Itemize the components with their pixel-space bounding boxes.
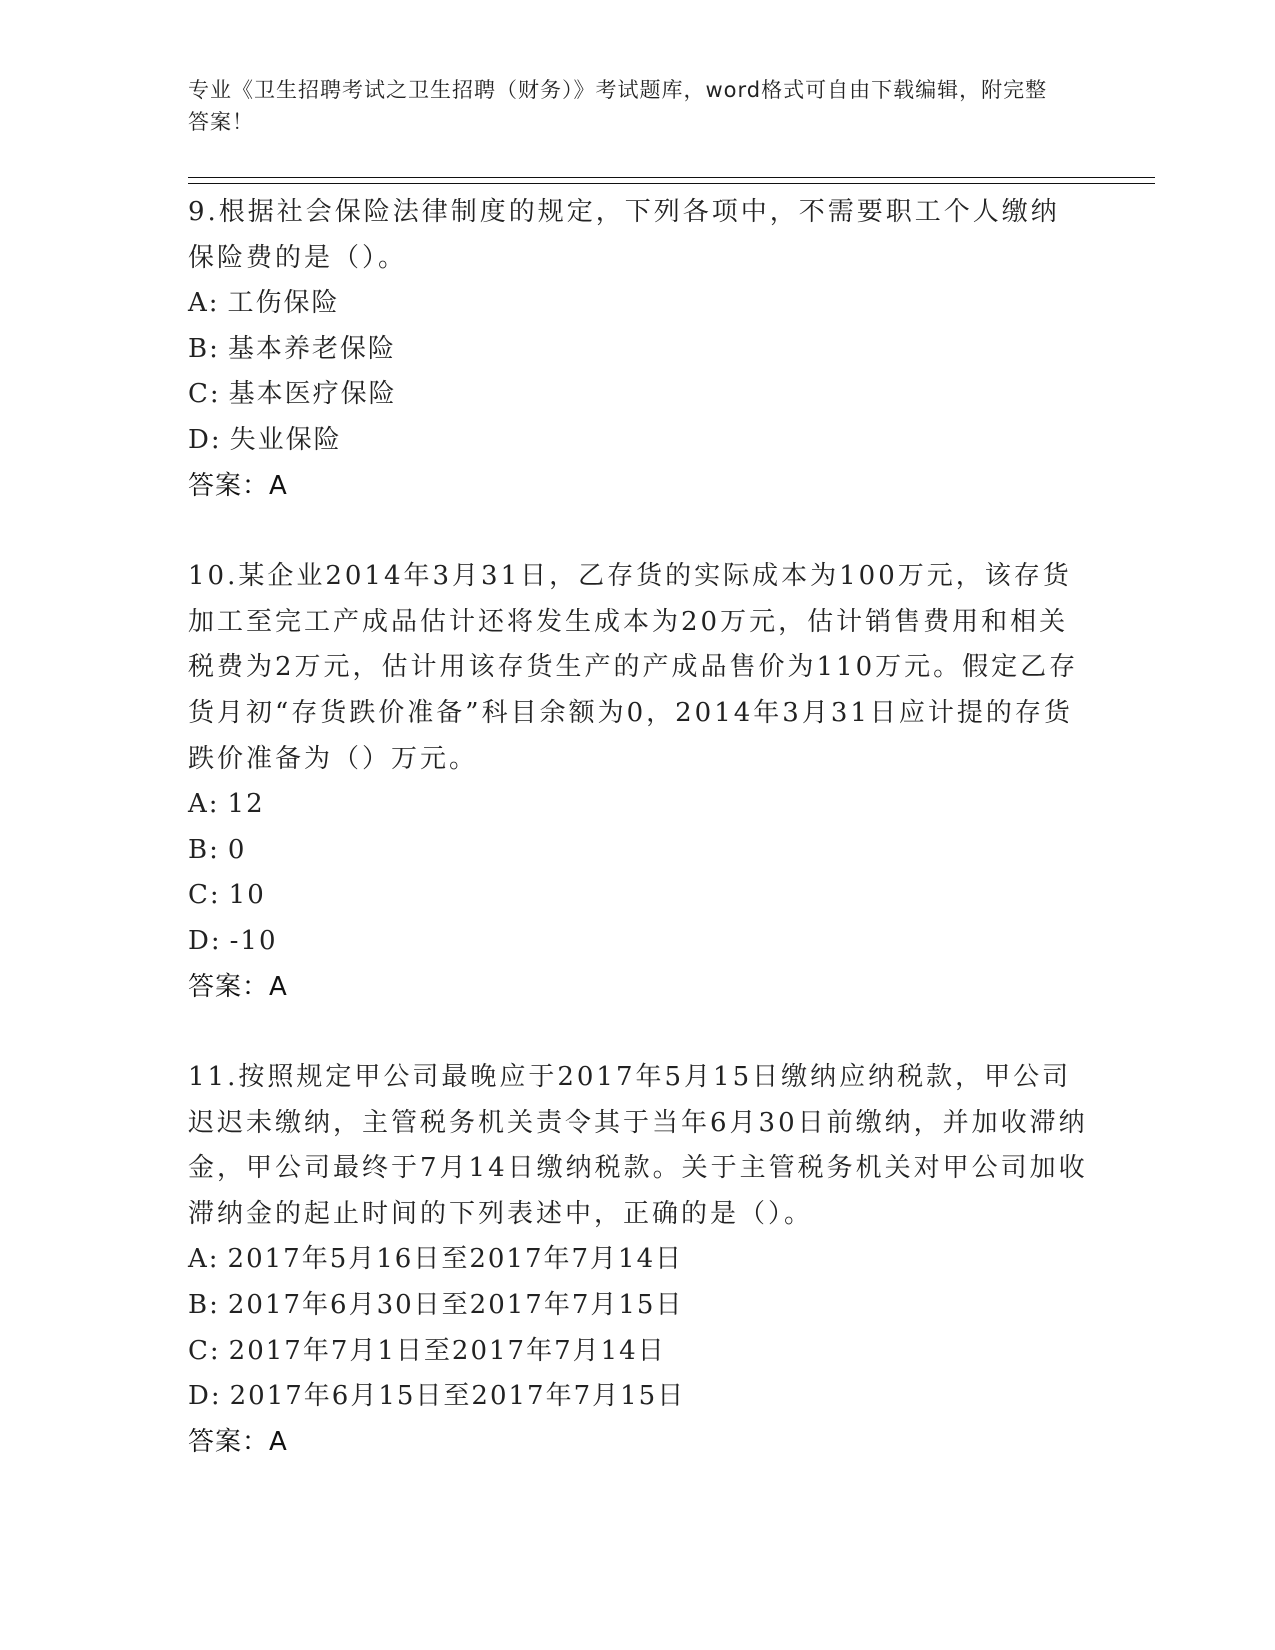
option-a: A: 工伤保险 <box>188 288 340 319</box>
answer-value: A <box>269 1426 288 1457</box>
option-key: A <box>188 1244 209 1275</box>
option-key: A <box>188 288 209 319</box>
option-key: B <box>188 1290 210 1321</box>
answer-line <box>188 464 1088 510</box>
option-a: A: 2017年5月16日至2017年7月14日 <box>188 1244 684 1275</box>
answer-value: A <box>269 470 288 501</box>
question-list <box>188 190 1088 1510</box>
option-b: B: 基本养老保险 <box>188 333 396 364</box>
document-header: 专业《卫生招聘考试之卫生招聘（财务）》考试题库，word格式可自由下载编辑，附完整答案！ <box>188 78 1048 134</box>
question-stem: 9.根据社会保险法律制度的规定，下列各项中，不需要职工个人缴纳保险费的是（）。 <box>188 197 1060 273</box>
option-text: 工伤保险 <box>227 288 340 319</box>
option-c: C: 2017年7月1日至2017年7月14日 <box>188 1335 666 1366</box>
option-key: C <box>188 1335 210 1366</box>
option-key: D <box>188 925 211 956</box>
answer-label: 答案： <box>188 971 270 1002</box>
option-text: 2017年6月30日至2017年7月15日 <box>227 1290 684 1321</box>
option-text: 2017年5月16日至2017年7月14日 <box>227 1244 684 1275</box>
option-key: D <box>188 1381 211 1412</box>
option-d: D: -10 <box>188 925 278 956</box>
option-c: C: 10 <box>188 880 266 911</box>
question-10 <box>188 554 1088 1010</box>
option-text: -10 <box>229 925 278 956</box>
option-key: B <box>188 333 210 364</box>
question-9 <box>188 190 1088 509</box>
option-c: C: 基本医疗保险 <box>188 379 397 410</box>
option-d: D: 2017年6月15日至2017年7月15日 <box>188 1381 686 1412</box>
option-key: C <box>188 379 210 410</box>
option-text: 0 <box>227 834 247 865</box>
option-text: 10 <box>228 880 266 911</box>
option-key: B <box>188 834 210 865</box>
option-key: C <box>188 880 210 911</box>
option-key: D <box>188 424 211 455</box>
option-text: 基本养老保险 <box>227 333 396 364</box>
option-text: 基本医疗保险 <box>228 379 397 410</box>
option-text: 失业保险 <box>229 424 342 455</box>
question-stem: 11.按照规定甲公司最晚应于2017年5月15日缴纳应纳税款，甲公司迟迟未缴纳，主管税务机关责令其于当年6月30日前缴纳，并加收滞纳金，甲公司最终于7月14日缴纳税款。关于主管税务机关对甲公司加收滞纳金的起止时间的下列表述中，正确的是（）。 <box>188 1062 1088 1229</box>
header-rule-bottom <box>188 183 1155 184</box>
question-stem: 10.某企业2014年3月31日，乙存货的实际成本为100万元，该存货加工至完工产成品估计还将发生成本为20万元，估计销售费用和相关税费为2万元，估计用该存货生产的产成品售价为110万元。假定乙存货月初“存货跌价准备”科目余额为0，2014年3月31日应计提的存货跌价准备为（）万元。 <box>188 561 1079 774</box>
option-text: 2017年7月1日至2017年7月14日 <box>228 1335 666 1366</box>
option-a: A: 12 <box>188 789 265 820</box>
answer-label: 答案： <box>188 1426 270 1457</box>
header-rule-top <box>188 177 1155 178</box>
answer-value: A <box>269 971 288 1002</box>
answer-line <box>188 965 1088 1011</box>
option-b: B: 0 <box>188 834 247 865</box>
option-text: 12 <box>227 789 265 820</box>
option-b: B: 2017年6月30日至2017年7月15日 <box>188 1290 684 1321</box>
option-key: A <box>188 789 209 820</box>
question-11 <box>188 1055 1088 1465</box>
option-text: 2017年6月15日至2017年7月15日 <box>229 1381 686 1412</box>
option-d: D: 失业保险 <box>188 424 342 455</box>
answer-label: 答案： <box>188 470 270 501</box>
answer-line <box>188 1420 1088 1466</box>
